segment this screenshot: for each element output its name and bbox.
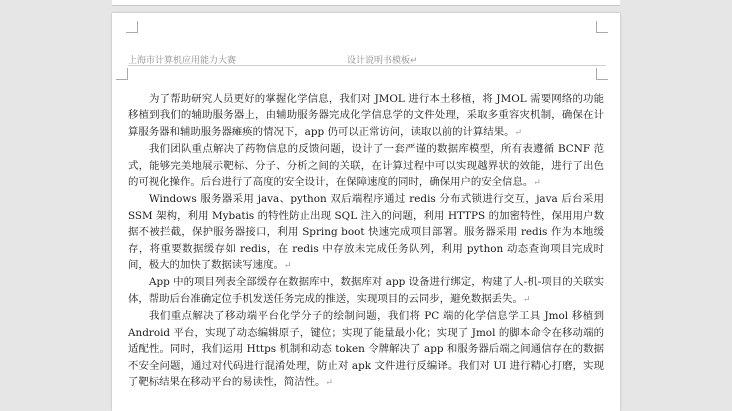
paragraph-text: 我们重点解决了移动端平台化学分子的绘制问题，我们将 PC 端的化学信息学工具 Jmol 移植到 Android 平台，实现了动态编辑原子，键位；实现了能量最小化；实现了 Jmol 的脚本命令在移动端的适配性。同时，我们运用 Https 机制和动态 token 令牌解决了 app 和服务器后端之间通信存在的数据不安全问题，通过对代码进行混淆处理，防止对 apk 文件进行反编译。我们对 UI 进行精心打磨，实现了靶标结果在移动平台的易读性，简洁性。 — [128, 310, 604, 388]
document-body[interactable] — [128, 91, 604, 391]
header-right-text — [347, 53, 418, 66]
header-right-title: 设计说明书模板 — [347, 56, 411, 66]
crop-mark-top-left — [126, 21, 138, 33]
paragraph-text: 为了帮助研究人员更好的掌握化学信息，我们对 JMOL 进行本土移植，将 JMOL 需要网络的功能移植到我们的辅助服务器上，由辅助服务器完成化学信息学的文件处理，采取多重容灾机制，确保在计算服务器和辅助服务器瘫痪的情况下，app 仍可以正常访问，读取以前的计算结果。 — [128, 93, 604, 138]
paragraph-mark-icon: ↵ — [325, 377, 333, 388]
paragraph-text: 我们团队重点解决了药物信息的反馈问题，设计了一套严谨的数据库模型，所有表遵循 BCNF 范式，能够完美地展示靶标、分子、分析之间的关联，在计算过程中可以实现越界状的效能，进行了出色的可视化操作。后台进行了高度的安全设计，在保障速度的同时，确保用户的安全信息。 — [128, 143, 604, 189]
paragraph-mark-icon: ↵ — [283, 261, 292, 272]
crop-mark-header-left — [116, 68, 128, 80]
paragraph-text: Windows 服务器采用 java、python 双后端程序通过 redis 分布式锁进行交互，java 后台采用 SSM 架构，利用 Mybatis 的特性防止出现 SQL 注入的问题，利用 HTTPS 的加密特性，保用用户数据不被拦截，保护服务器接口，利用 Spring boot 快速完成项目部署。服务器采用 redis 作为本地缓存，将重要数据缓存如 redis，在 redis 中存放未完成任务队列，利用 python 动态查询项目完成时间，极大的加快了数据读写速度。 — [128, 193, 604, 272]
paragraph-mark-icon: ↵ — [514, 127, 523, 138]
paragraph[interactable] — [128, 308, 604, 391]
header-left-text: 上海市计算机应用能力大赛 — [128, 56, 237, 66]
paragraph[interactable] — [128, 91, 604, 141]
crop-mark-top-right — [596, 21, 608, 33]
crop-mark-header-right — [596, 68, 608, 80]
paragraph[interactable] — [128, 274, 604, 308]
paragraph[interactable] — [128, 191, 604, 274]
paragraph-text: App 中的项目列表全部缓存在数据库中，数据库对 app 设备进行绑定，构建了人-机-项目的关联实体，帮助后台准确定位手机发送任务完成的推送，实现项目的云同步，避免数据丢失。 — [128, 276, 604, 305]
page-header[interactable] — [128, 51, 606, 66]
paragraph-mark-icon: ↵ — [410, 56, 418, 66]
paragraph[interactable] — [128, 141, 604, 191]
document-page[interactable] — [112, 13, 620, 411]
previous-page-edge — [112, 0, 620, 6]
paragraph-mark-icon: ↵ — [533, 178, 541, 189]
paragraph-mark-icon: ↵ — [522, 294, 531, 305]
